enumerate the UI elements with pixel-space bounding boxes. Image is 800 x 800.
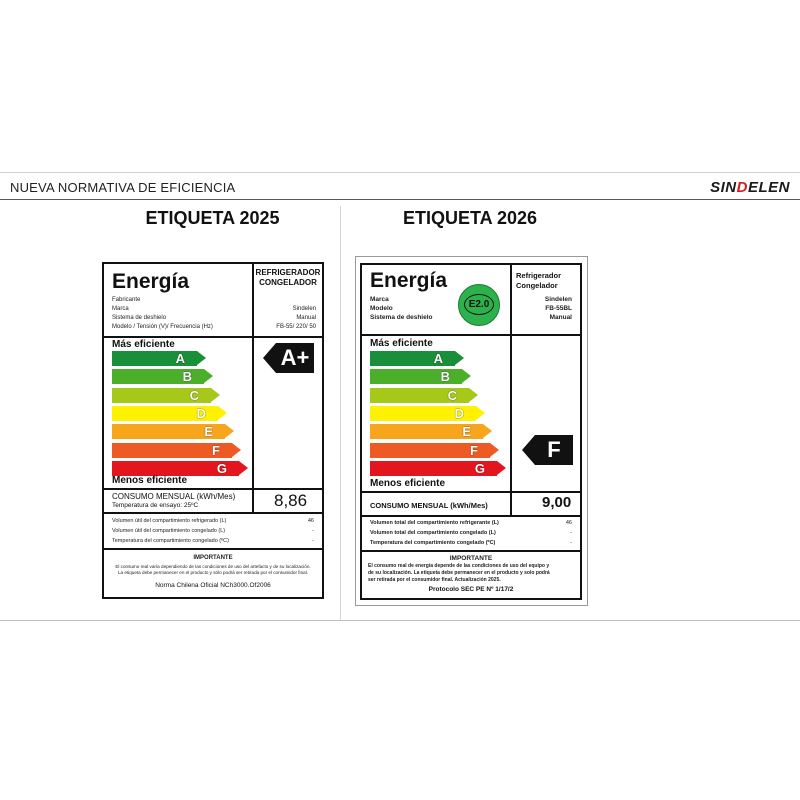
- volume-value: -: [570, 530, 572, 536]
- efficiency-bar-g: [370, 461, 497, 476]
- least-efficient-label: Menos eficiente: [370, 478, 446, 489]
- rating-arrow: [535, 435, 573, 465]
- volume-value: 46: [307, 518, 314, 524]
- bar-letter: B: [440, 369, 450, 385]
- efficiency-bar-b: [112, 369, 204, 384]
- efficiency-bar-b: [370, 369, 462, 384]
- spec-value: Sindelen: [292, 306, 316, 312]
- bar-tip: [232, 443, 241, 457]
- spec-label: Sistema de deshielo: [112, 315, 167, 321]
- efficiency-bar-a: [112, 351, 197, 366]
- efficiency-bar-c: [370, 388, 469, 403]
- efficiency-bar-g: [112, 461, 239, 476]
- energy-title: Energía: [370, 269, 448, 292]
- spec-label: Modelo / Tensión (V)/ Frecuencia (Hz): [112, 324, 213, 330]
- efficiency-bar-d: [370, 406, 476, 421]
- important-title: IMPORTANTE: [449, 555, 493, 562]
- efficiency-bar-e: [112, 424, 225, 439]
- spec-label: Marca: [112, 306, 129, 312]
- spec-value: Manual: [296, 315, 316, 321]
- label-2025: [102, 262, 324, 599]
- efficiency-bar-f: [112, 443, 232, 458]
- bar-letter: A: [175, 351, 185, 366]
- volume-value: -: [312, 538, 314, 544]
- label-2026: [360, 263, 582, 600]
- volume-value: -: [570, 540, 572, 546]
- important-text-2: de su localización. La etiqueta debe permanecer en el producto y solo podrá: [368, 570, 550, 576]
- bar-letter: E: [204, 424, 213, 440]
- volume-label: Volumen útil del compartimiento congelado (L): [112, 528, 226, 534]
- least-efficient-label: Menos eficiente: [112, 475, 188, 486]
- spec-value: Sindelen: [544, 296, 572, 303]
- bar-tip: [476, 406, 485, 420]
- spec-label: Modelo: [370, 305, 393, 312]
- brand-logo: SINDELEN: [710, 179, 790, 196]
- volume-label: Volumen total del compartimiento refrigerante (L): [370, 520, 499, 526]
- bar-tip: [225, 424, 234, 438]
- spec-value: FB-55/ 220/ 50: [276, 324, 316, 330]
- important-text-1: El consumo real de energía depende de las condiciones de uso del equipo y: [368, 563, 550, 569]
- important-text-2: La etiqueta debe permanecer en el producto y sólo podrá ser retirada por el consumidor final.: [118, 570, 308, 575]
- bar-letter: A: [433, 351, 443, 366]
- most-efficient-label: Más eficiente: [112, 339, 175, 350]
- efficiency-bar-a: [370, 351, 455, 366]
- volume-value: -: [312, 528, 314, 534]
- consumption-label: CONSUMO MENSUAL (kWh/Mes): [112, 492, 236, 501]
- efficiency-bar-d: [112, 406, 218, 421]
- bottom-divider: [0, 620, 800, 621]
- bar-letter: E: [462, 424, 471, 440]
- bar-letter: F: [212, 442, 220, 458]
- bar-letter: C: [447, 387, 457, 403]
- bar-tip: [455, 351, 464, 365]
- important-text-1: El consumo real varía dependiendo de las condiciones de uso del artefacto y de su localización.: [115, 564, 311, 569]
- top-divider: [0, 172, 800, 173]
- heading-2026: ETIQUETA 2026: [402, 208, 538, 228]
- protocol-text: Protocolo SEC PE Nº 1/17/2: [428, 586, 514, 593]
- rating-arrow: [276, 343, 314, 373]
- rating-value: F: [547, 437, 561, 462]
- product-type: Refrigerador Congelador: [516, 271, 562, 290]
- volume-label: Temperatura del compartimiento congelado (ºC): [112, 538, 229, 544]
- important-text-3: ser retirada por el consumidor final. Actualización 2025.: [368, 577, 501, 583]
- heading-2025: ETIQUETA 2025: [145, 208, 280, 228]
- volume-label: Volumen total del compartimiento congelado (L): [370, 530, 496, 536]
- efficiency-bar-e: [370, 424, 483, 439]
- header-rule: [0, 199, 800, 200]
- bar-letter: B: [182, 369, 192, 385]
- consumption-value: 8,86: [274, 491, 308, 510]
- bar-tip: [469, 388, 478, 402]
- efficiency-bar-c: [112, 388, 211, 403]
- bar-tip: [497, 461, 506, 475]
- rating-value: A+: [280, 345, 310, 370]
- bar-tip: [490, 443, 499, 457]
- spec-label: Sistema de deshielo: [370, 314, 433, 321]
- bar-letter: D: [196, 405, 206, 421]
- volume-label: Volumen útil del compartimiento refrigerado (L): [112, 518, 227, 524]
- bar-tip: [211, 388, 220, 402]
- efficiency-bar-f: [370, 443, 490, 458]
- energy-title: Energía: [112, 270, 190, 293]
- bar-letter: G: [474, 460, 485, 476]
- product-type: REFRIGERADOR CONGELADOR: [255, 268, 321, 287]
- bar-tip: [483, 424, 492, 438]
- bar-letter: C: [189, 387, 199, 403]
- spec-value: FB-55BL: [545, 305, 572, 312]
- spec-value: Manual: [549, 314, 572, 321]
- consumption-label: CONSUMO MENSUAL (kWh/Mes): [370, 501, 488, 510]
- bar-tip: [239, 461, 248, 475]
- spec-label: Marca: [370, 296, 389, 303]
- spec-label: Fabricante: [112, 297, 141, 303]
- badge-text: E2.0: [464, 294, 494, 315]
- norm-text: Norma Chilena Oficial NCh3000.Of2006: [155, 582, 271, 589]
- bar-tip: [462, 369, 471, 383]
- volume-value: 46: [565, 520, 572, 526]
- page-title: NUEVA NORMATIVA DE EFICIENCIA: [10, 180, 236, 195]
- bar-letter: G: [216, 460, 227, 476]
- bar-tip: [204, 369, 213, 383]
- volume-label: Temperatura del compartimiento congelado (ºC): [370, 540, 496, 546]
- bar-tip: [197, 351, 206, 365]
- important-title: IMPORTANTE: [193, 555, 233, 561]
- bar-letter: D: [454, 405, 464, 421]
- most-efficient-label: Más eficiente: [370, 338, 433, 349]
- bar-tip: [218, 406, 227, 420]
- consumption-sub: Temperatura de ensayo: 25ºC: [112, 502, 199, 509]
- bar-letter: F: [470, 442, 478, 458]
- column-divider: [340, 206, 341, 620]
- consumption-value: 9,00: [542, 494, 572, 511]
- efficiency-badge: [458, 284, 500, 326]
